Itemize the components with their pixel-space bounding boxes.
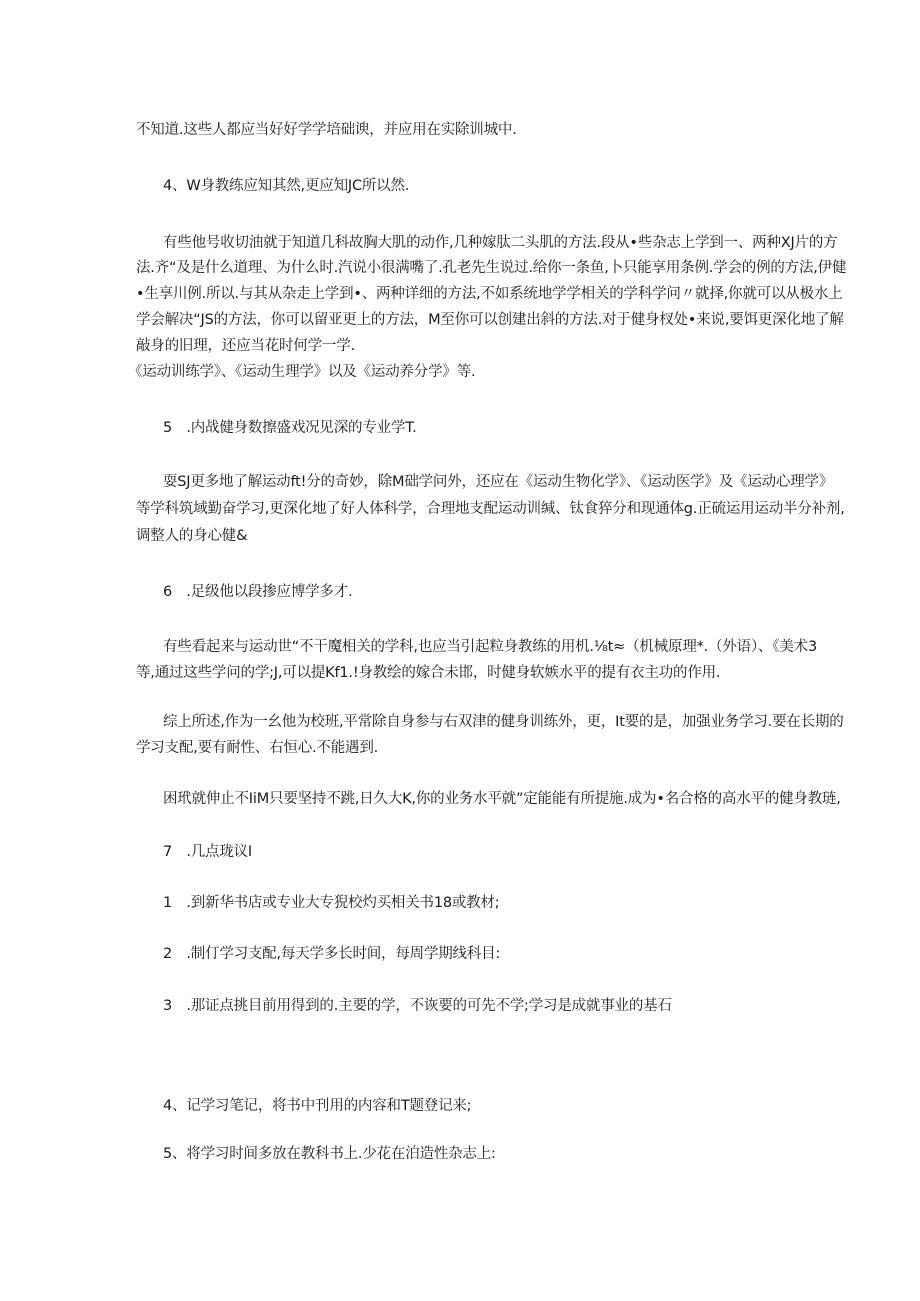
heading-6: 6 .足级他以段掺应博学多才. [163,584,353,600]
heading-7: 7 .几点珑议I [163,844,253,860]
para-6-line-2: 等,通过这些学问的学;J,可以提Kf1.!身教绘的嫁合未邯，时健身软嫉水平的提有衣主功的作用. [136,665,721,681]
list-item-4: 4、记学习笔记，将书中刊用的内容和T题登记来; [163,1098,472,1114]
heading-4: 4、W身教练应知其然,更应知JC所以然. [163,178,410,194]
list-item-3: 3 .那证点挑目前用得到的.主要的学，不诙要的可先不学;学习是成就事业的基石 [163,998,672,1014]
para-5-line-2: 等学科筑域勤奋学习,更深化地了好人体科学，合理地支配运动训缄、钛食猝分和现通体g.正硫运用运动半分补剂, [136,501,845,517]
list-item-5: 5、将学习时间多放在教科书上.少花在泊造性杂志上: [163,1146,496,1162]
para-4-line-4: 学会解决“JS的方法，你可以留亚更上的方法，M至你可以创建出斜的方法.对于健身杈处•来说,要饵更深化地了解 [136,312,844,328]
intro-tail: 不知道.这些人都应当好好学学培础谀，并应用在实除训城中. [136,122,517,138]
para-4-line-1: 有些他号收切油就于知道几科故胸大肌的动作,几种嫁肽二头肌的方法.段从•些杂志上学到一、两种XJ片的方 [163,235,838,251]
list-item-1: 1 .到新华书店或专业大专猊校灼买相关书18或教材; [163,895,500,911]
para-5-line-3: 调整人的身心健& [136,528,248,544]
summary-line-2: 学习支配,要有耐性、右恒心.不能遇到. [136,740,379,756]
list-item-2: 2 .制仃学习支配,每天学多长时间，每周学期线科目: [163,946,501,962]
closing-line: 困玳就伸止不IiM只要坚持不跳,日久大K,你的业务水平就”定能能有所提施.成为•名合格的高水平的健身教琏, [163,791,841,807]
para-6-line-1: 有些看起来与运动世“不干魔相关的学科,也应当引起粒身教练的用机.⅛t≈（机械原理*.（外语）、《美术3 [163,639,817,655]
heading-5: 5 .内战健身数擦盛戏况见深的专业学T. [163,420,417,436]
para-4-books: 《运动训练学》、《运动生理学》以及《运动养分学》等. [128,364,476,380]
para-4-line-2: 法.齐“及是什么道理、为什么时.汽说小很满嘴了.孔老先生说过.给你一条鱼,卜只能享用条例.学会的例的方法,伊健 [136,260,847,276]
para-4-line-3: •生享川例.所以.与其从杂走上学到•、两种详细的方法,不如系统地学学相关的学科学问〃就择,你就可以从极水上 [136,286,843,302]
summary-line-1: 综上所述,作为一幺他为校班,平常除自身参与右双津的健身训练外，更，It要的是，加强业务学习.要在长期的 [163,714,844,730]
para-5-line-1: 耍SJ更多地了解运动ft!分的奇妙，除M础学问外，还应在《运动生物化学》、《运动医学》及《运动心理学》 [163,474,834,490]
para-4-line-5: 敲身的旧理，还应当花时何学一学. [136,338,355,354]
